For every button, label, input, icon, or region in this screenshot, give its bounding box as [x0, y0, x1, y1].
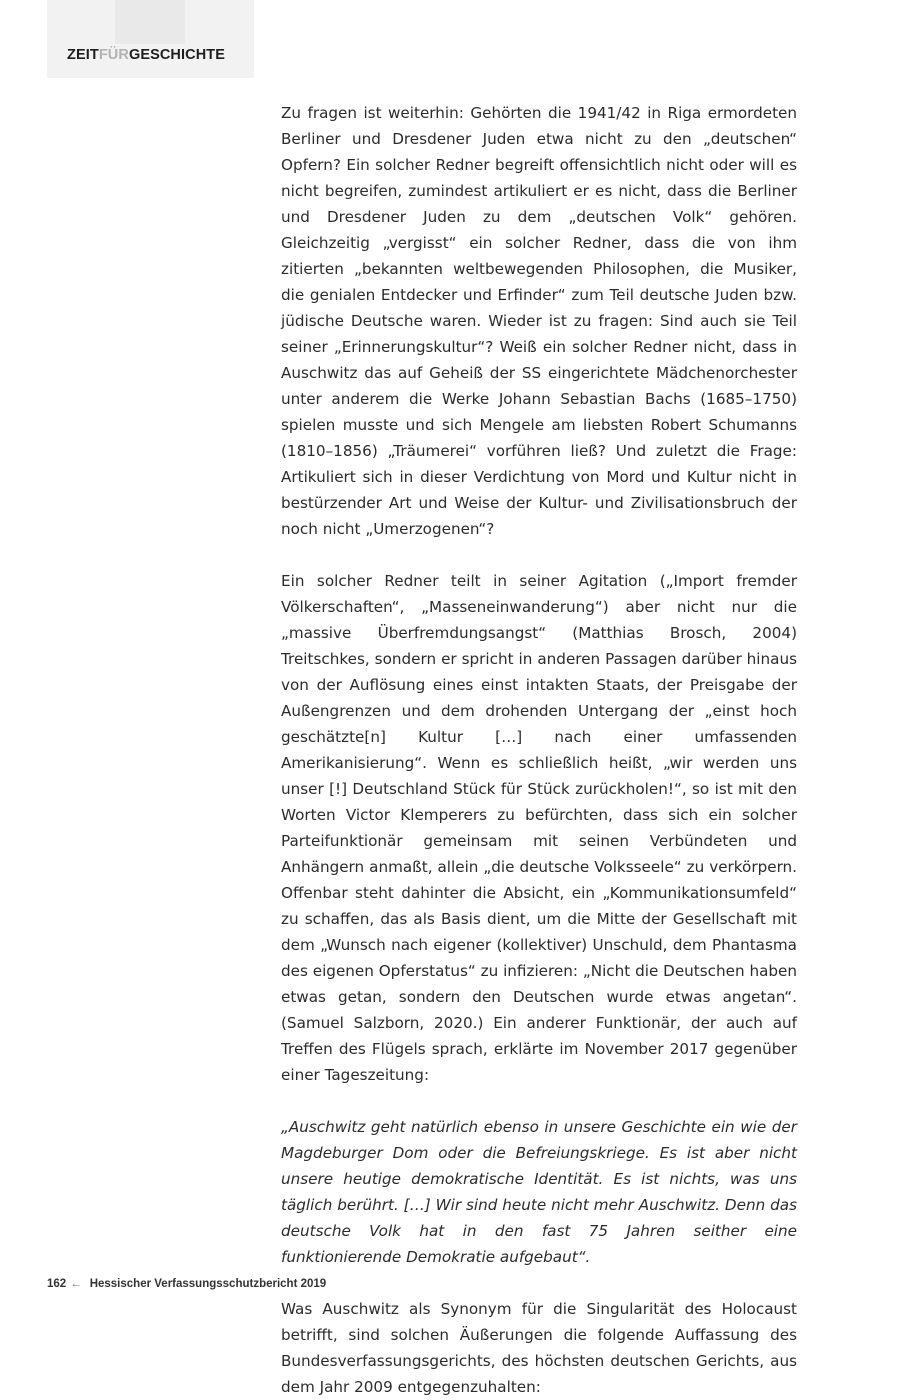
brand-part-zeit: ZEIT [67, 47, 99, 63]
publication-title: Hessischer Verfassungsschutzbericht 2019 [89, 1278, 327, 1290]
paragraph-riga: Zu fragen ist weiterhin: Gehörten die 1941/42 in Riga ermordeten Berliner und Dresdener Juden etwa nicht zu den „deutschen“ Opfern? Ein solcher Redner begreift offensichtlich nicht oder will es nicht begreifen, zumindest artikuliert er es nicht, dass die Berliner und Dresdener Juden zu dem „deutschen Volk“ gehören. Gleichzeitig „vergisst“ ein solcher Redner, dass die von ihm zitierten „bekannten weltbewegenden Philosophen, die Musiker, die genialen Entdecker und Erfinder“ zum Teil deutsche Juden bzw. jüdische Deutsche waren. Wieder ist zu fragen: Sind auch sie Teil seiner „Erinnerungskultur“? Weiß ein solcher Redner nicht, dass in Auschwitz das auf Geheiß der SS eingerichtete Mädchenorchester unter anderem die Werke Johann Sebastian Bachs (1685–1750) spielen musste und sich Mengele am liebsten Robert Schumanns (1810–1856) „Träumerei“ vorführen ließ? Und zuletzt die Frage: Artikuliert sich in dieser Verdichtung von Mord und Kultur nicht in bestürzender Art und Weise der Kultur- und Zivilisationsbruch der noch nicht „Umerzogenen“? [281, 104, 797, 538]
paragraph-bverfg: Was Auschwitz als Synonym für die Singularität des Holocaust betrifft, sind solchen Äußerungen die folgende Auffassung des Bundesverfassungsgerichts, des höchsten deutschen Gerichts, aus dem Jahr 2009 entgegenzuhalten: [281, 1300, 797, 1396]
page-footer [47, 1278, 326, 1290]
paragraph-agitation: Ein solcher Redner teilt in seiner Agitation („Import fremder Völkerschaften“, „Masseneinwanderung“) aber nicht nur die „massive Überfremdungsangst“ (Matthias Brosch, 2004) Treitschkes, sondern er spricht in anderen Passagen darüber hinaus von der Auflösung eines einst intakten Staats, der Preisgabe der Außengrenzen und dem drohenden Untergang der „einst hoch geschätzte[n] Kultur […] nach einer umfassenden Amerikanisierung“. Wenn es schließlich heißt, „wir werden uns unser [!] Deutschland Stück für Stück zurückholen!“, so ist mit den Worten Victor Klemperers zu befürchten, dass sich ein solcher Parteifunktionär gemeinsam mit seinen Verbündeten und Anhängern anmaßt, allein „die deutsche Volksseele“ zu verkörpern. Offenbar steht dahinter die Absicht, ein „Kommunikationsumfeld“ zu schaffen, das als Basis dient, um die Mitte der Gesellschaft mit dem „Wunsch nach eigener (kollektiver) Unschuld, dem Phantasma des eigenen Opferstatus“ zu infizieren: „Nicht die Deutschen haben etwas getan, sondern den Deutschen wurde etwas angetan“. (Samuel Salzborn, 2020.) Ein anderer Funktionär, der auch auf Treffen des Flügels sprach, erklärte im November 2017 gegenüber einer Tageszeitung: [281, 572, 797, 1084]
arrow-left-icon: ← [70, 1278, 82, 1290]
block-quote: „Auschwitz geht natürlich ebenso in unsere Geschichte ein wie der Magdeburger Dom oder die Befreiungskriege. Es ist aber nicht unsere heutige demokratische Identität. Es ist nichts, was uns täglich berührt. […] Wir sind heute nicht mehr Auschwitz. Denn das deutsche Volk hat in den fast 75 Jahren seither eine funktionierende Demokratie aufgebaut“. [281, 1118, 797, 1266]
page-number: 162 [47, 1278, 67, 1290]
brand-part-fuer: FÜR [98, 47, 129, 63]
brand-logo [67, 47, 225, 63]
brand-part-geschichte: GESCHICHTE [128, 47, 226, 63]
article-body [281, 100, 797, 1400]
header-band [47, 0, 254, 78]
